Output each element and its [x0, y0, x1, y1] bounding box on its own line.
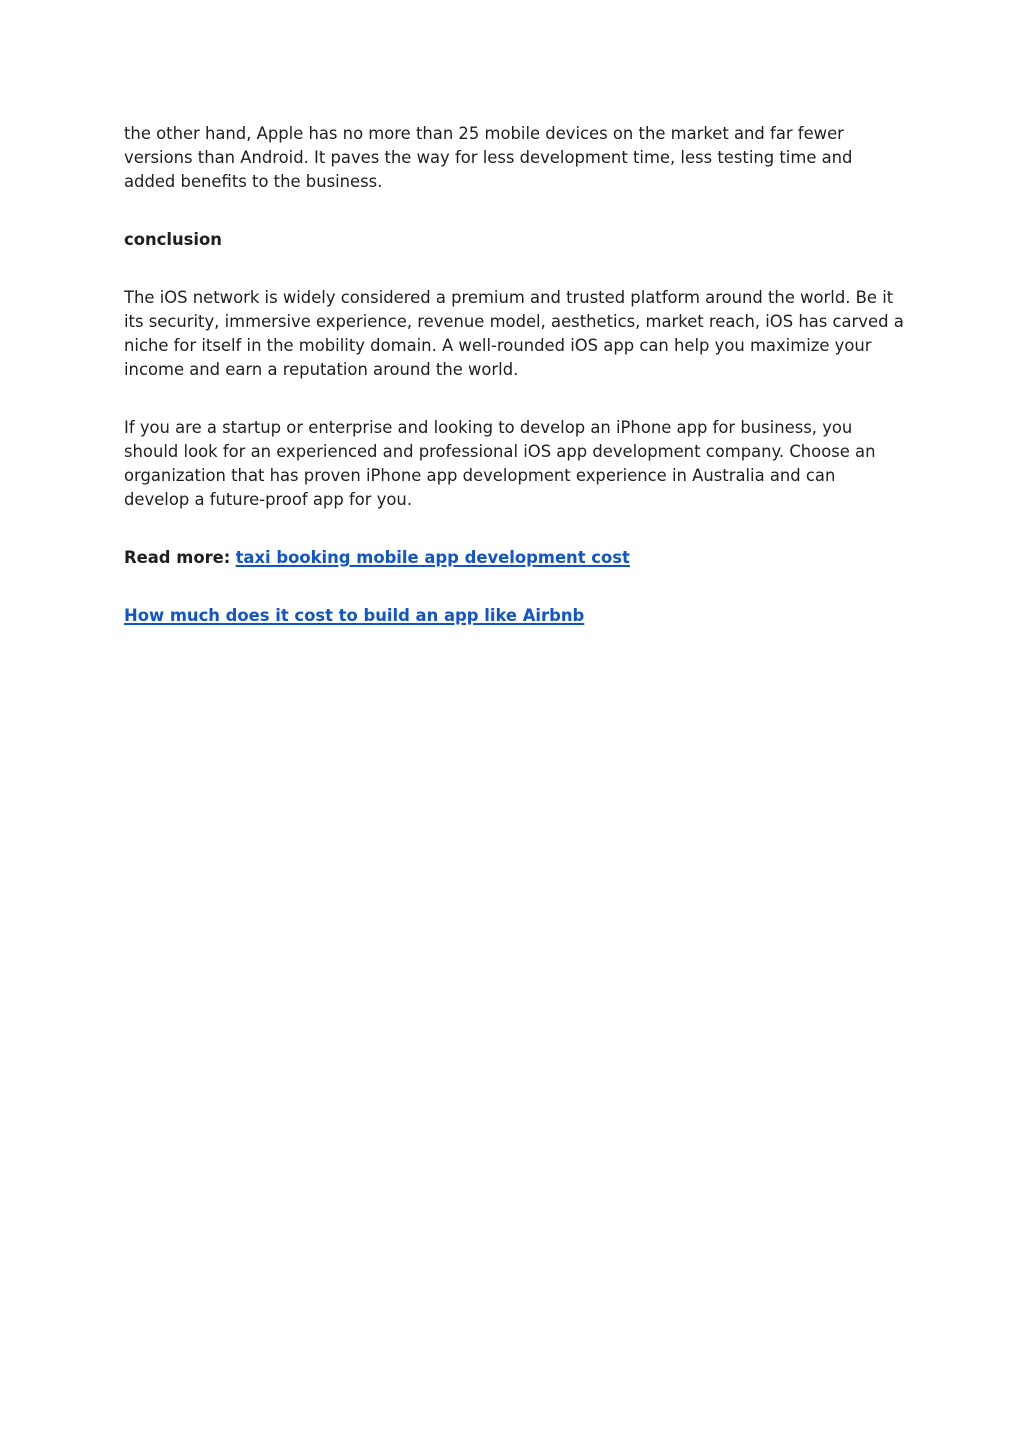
read-more-label: Read more: [124, 548, 231, 567]
read-more-line [124, 546, 904, 570]
airbnb-cost-link[interactable]: How much does it cost to build an app like Airbnb [124, 606, 585, 625]
section-heading-conclusion: conclusion [124, 230, 222, 249]
document-body [124, 122, 904, 662]
paragraph-startup-advice: If you are a startup or enterprise and looking to develop an iPhone app for business, you should look for an experienced and professional iOS app development company. Choose an organization that has proven iPhone app development experience in Australia and can develop a future-proof app for you. [124, 418, 876, 509]
paragraph-android-comparison: the other hand, Apple has no more than 25 mobile devices on the market and far fewer versions than Android. It paves the way for less development time, less testing time and added benefits to the business. [124, 124, 853, 191]
taxi-booking-cost-link[interactable]: taxi booking mobile app development cost [235, 548, 630, 567]
paragraph-ios-premium: The iOS network is widely considered a premium and trusted platform around the world. Be it its security, immersive experience, revenue model, aesthetics, market reach, iOS has carved a niche for itself in the mobility domain. A well-rounded iOS app can help you maximize your income and earn a reputation around the world. [124, 288, 904, 379]
airbnb-cost-line [124, 604, 904, 628]
